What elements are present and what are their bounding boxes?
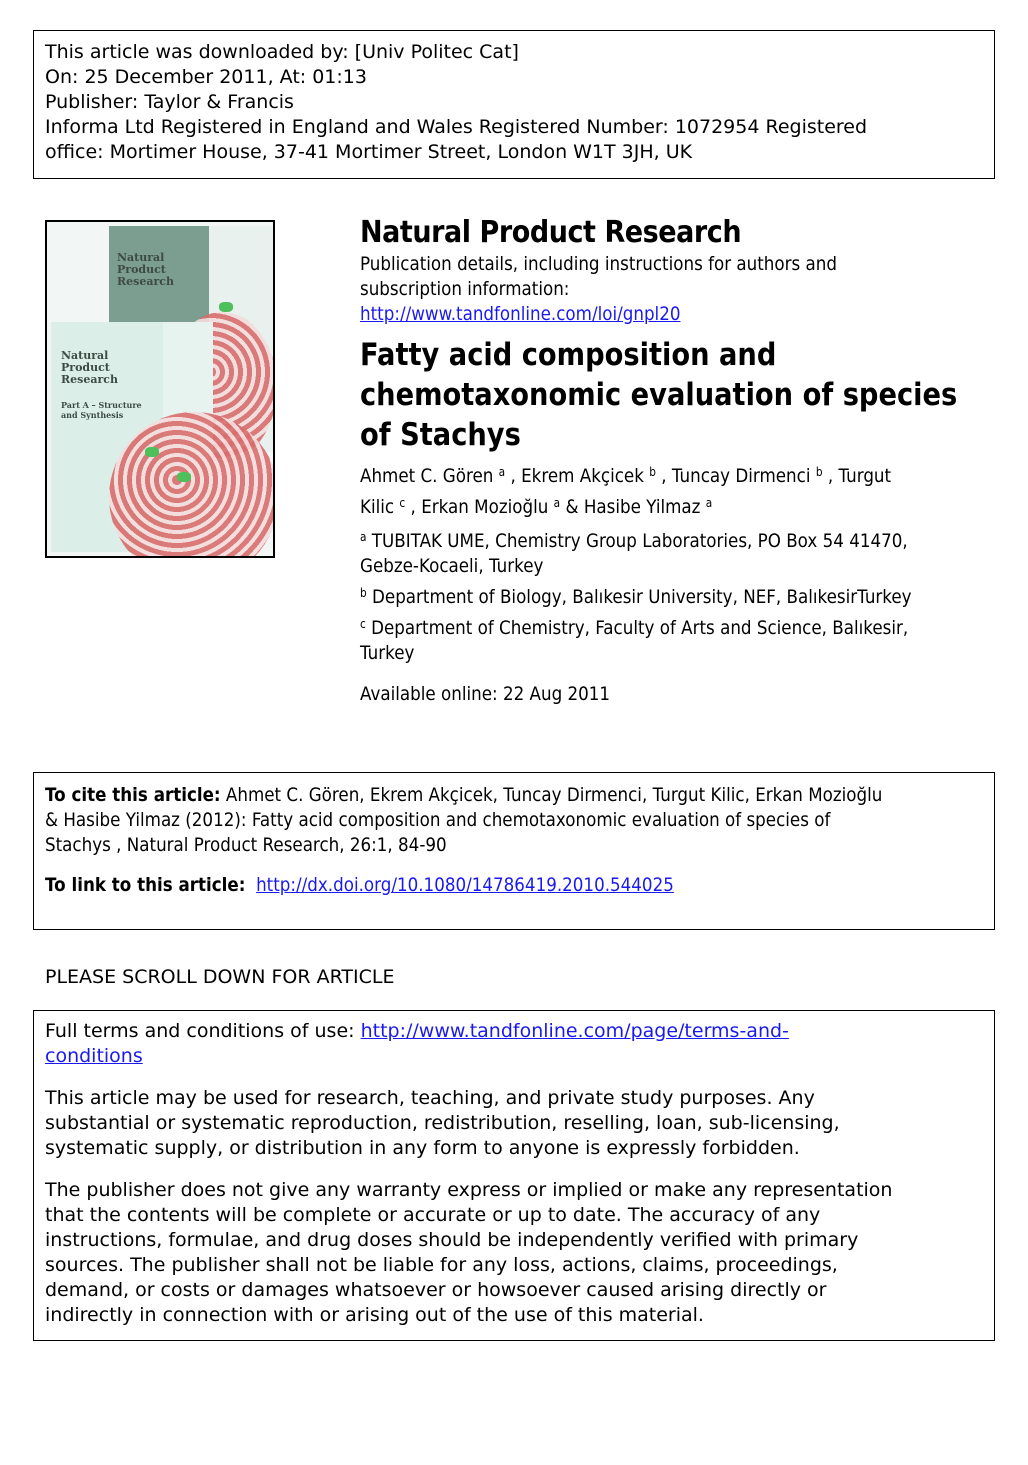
affiliation-marker: b <box>815 465 823 479</box>
author-name-first: Turgut <box>838 465 892 487</box>
cover-back-title: Natural Product Research <box>117 251 174 288</box>
terms-link-cont[interactable]: conditions <box>45 1045 143 1067</box>
download-by-text: This article was downloaded by: [Univ Politec Cat] <box>45 41 519 63</box>
cover-front-title: Natural Product Research <box>61 349 118 386</box>
affiliation-marker: a <box>705 496 713 510</box>
author-name: Ekrem Akçicek <box>521 465 644 487</box>
separator: , <box>822 465 839 487</box>
affiliation-marker: a <box>553 496 561 510</box>
author-name: Ahmet C. Gören <box>360 465 494 487</box>
affiliation-key: b <box>360 586 367 600</box>
separator: , <box>655 465 672 487</box>
affiliation-text: Gebze-Kocaeli, Turkey <box>360 555 544 577</box>
scroll-notice: PLEASE SCROLL DOWN FOR ARTICLE <box>45 966 395 988</box>
article-title-line: Fatty acid composition and <box>360 337 777 373</box>
affiliation-text: Department of Chemistry, Faculty of Arts and Science, Balıkesir, <box>371 617 909 639</box>
paragraph-line: substantial or systematic reproduction, redistribution, reselling, loan, sub-licensing, <box>45 1112 840 1134</box>
cite-label: To cite this article: <box>45 784 221 806</box>
journal-title: Natural Product Research <box>360 215 742 250</box>
affiliation-b <box>360 585 912 610</box>
author-name-last: Kilic <box>360 496 395 518</box>
separator: , <box>505 465 522 487</box>
article-title <box>360 335 958 455</box>
article-title-line: chemotaxonomic evaluation of species <box>360 377 958 413</box>
paragraph-line: that the contents will be complete or accurate or up to date. The accuracy of any <box>45 1204 821 1226</box>
citation-text: Ahmet C. Gören, Ekrem Akçicek, Tuncay Dirmenci, Turgut Kilic, Erkan Mozioğlu <box>220 784 883 806</box>
article-title-line: of Stachys <box>360 417 521 453</box>
paragraph-line: The publisher does not give any warranty express or implied or make any representation <box>45 1179 893 1201</box>
author-name: Erkan Mozioğlu <box>421 496 549 518</box>
citation-text: & Hasibe Yilmaz (2012): Fatty acid composition and chemotaxonomic evaluation of species of <box>45 809 831 831</box>
affiliation-text: TUBITAK UME, Chemistry Group Laboratories, PO Box 54 41470, <box>371 530 908 552</box>
affiliation-a <box>360 529 906 579</box>
paragraph-line: instructions, formulae, and drug doses should be independently verified with primary <box>45 1229 859 1251</box>
link-label: To link to this article: <box>45 874 246 896</box>
publication-details-cont: subscription information: <box>360 278 570 300</box>
affiliation-marker: a <box>498 465 506 479</box>
affiliation-marker: b <box>649 465 656 479</box>
author-name: Tuncay Dirmenci <box>671 465 811 487</box>
affiliation-key: a <box>360 530 367 544</box>
affiliation-key: c <box>360 617 366 631</box>
publisher-text: Publisher: Taylor & Francis <box>45 91 294 113</box>
download-date-text: On: 25 December 2011, At: 01:13 <box>45 66 367 88</box>
paragraph-line: This article may be used for research, teaching, and private study purposes. Any <box>45 1087 815 1109</box>
separator: , <box>405 496 422 518</box>
paragraph-line: sources. The publisher shall not be liable for any loss, actions, claims, proceedings, <box>45 1254 838 1276</box>
cover-green-molecule <box>219 302 233 312</box>
cover-front-part: Part A – Structure and Synthesis <box>61 400 142 420</box>
download-notice-box <box>33 30 995 179</box>
author-list <box>360 461 906 523</box>
usage-paragraph <box>45 1086 983 1161</box>
journal-cover-image <box>45 220 275 558</box>
cover-green-molecule <box>177 472 191 482</box>
article-meta <box>360 214 980 707</box>
paragraph-line: demand, or costs or damages whatsoever or howsoever caused arising directly or <box>45 1279 827 1301</box>
affiliation-text: Department of Biology, Balıkesir University, NEF, BalıkesirTurkey <box>372 586 912 608</box>
cover-green-molecule <box>145 447 159 457</box>
paragraph-line: indirectly in connection with or arising out of the use of this material. <box>45 1304 704 1326</box>
affiliation-marker: c <box>399 496 406 510</box>
journal-url-link[interactable]: http://www.tandfonline.com/loi/gnpl20 <box>360 303 681 325</box>
affiliation-c <box>360 616 909 666</box>
terms-box <box>33 1010 995 1341</box>
terms-label: Full terms and conditions of use: <box>45 1020 361 1042</box>
citation-box <box>33 772 995 930</box>
paragraph-line: systematic supply, or distribution in any form to anyone is expressly forbidden. <box>45 1137 800 1159</box>
registration-text: Informa Ltd Registered in England and Wales Registered Number: 1072954 Registered <box>45 116 868 138</box>
publication-details: Publication details, including instructions for authors and <box>360 253 837 275</box>
available-online-date: Available online: 22 Aug 2011 <box>360 683 611 705</box>
separator: & <box>560 496 584 518</box>
office-address-text: office: Mortimer House, 37-41 Mortimer Street, London W1T 3JH, UK <box>45 141 693 163</box>
affiliation-text: Turkey <box>360 642 415 664</box>
citation-text: Stachys , Natural Product Research, 26:1, 84-90 <box>45 834 447 856</box>
doi-link[interactable]: http://dx.doi.org/10.1080/14786419.2010.544025 <box>256 874 674 896</box>
terms-link[interactable]: http://www.tandfonline.com/page/terms-and- <box>360 1020 789 1042</box>
author-name: Hasibe Yilmaz <box>583 496 701 518</box>
disclaimer-paragraph <box>45 1178 983 1328</box>
